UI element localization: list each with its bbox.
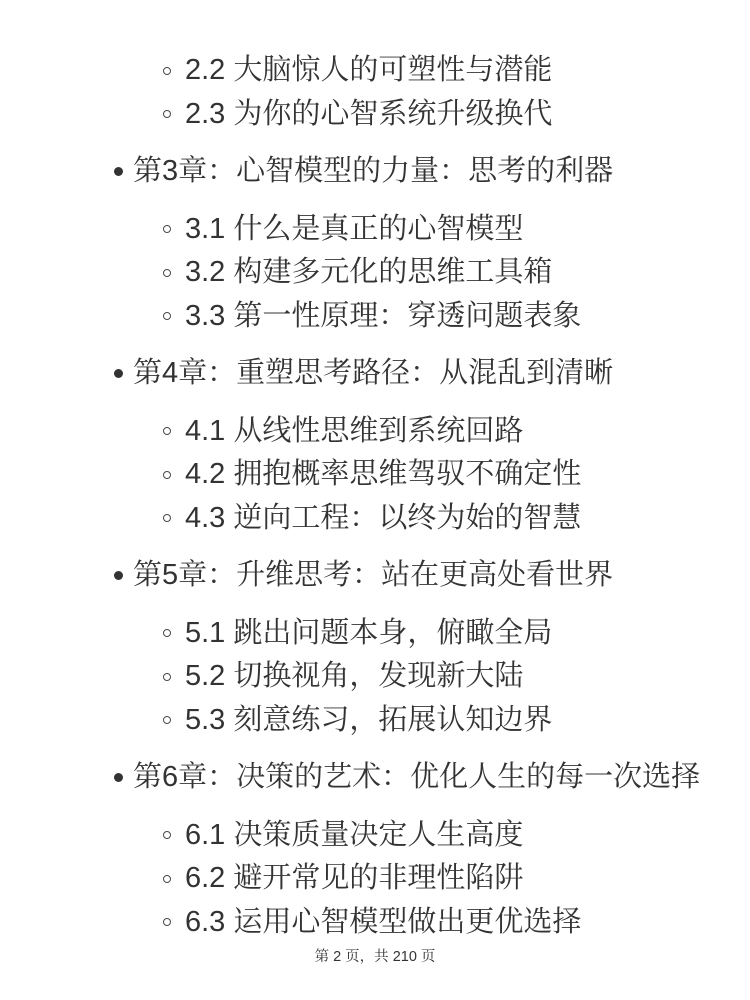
hollow-bullet-icon <box>163 857 185 901</box>
toc-section-label: 3.3 第一性原理：穿透问题表象 <box>185 299 582 332</box>
filled-bullet-icon <box>114 352 133 396</box>
toc-section-item <box>163 901 750 945</box>
toc-chapter-label: 第3章：心智模型的力量：思考的利器 <box>133 155 614 187</box>
toc-section-label: 4.3 逆向工程：以终为始的智慧 <box>185 501 582 534</box>
toc-section-item <box>163 612 750 656</box>
toc-section-item <box>163 814 750 858</box>
toc-section-item <box>163 410 750 454</box>
toc-section-label: 5.1 跳出问题本身，俯瞰全局 <box>185 616 553 649</box>
toc-chapter-item <box>114 150 750 194</box>
toc-section-label: 4.2 拥抱概率思维驾驭不确定性 <box>185 458 582 490</box>
toc-chapter-label: 第4章：重塑思考路径：从混乱到清晰 <box>133 357 614 389</box>
hollow-bullet-icon <box>163 410 185 454</box>
toc-section-label: 5.3 刻意练习，拓展认知边界 <box>185 703 553 736</box>
toc-chapter-label: 第5章：升维思考：站在更高处看世界 <box>133 559 614 591</box>
toc-section-item <box>163 49 750 93</box>
hollow-bullet-icon <box>163 251 185 295</box>
toc-section-item <box>163 251 750 295</box>
hollow-bullet-icon <box>163 208 185 252</box>
hollow-bullet-icon <box>163 612 185 656</box>
hollow-bullet-icon <box>163 49 185 93</box>
hollow-bullet-icon <box>163 655 185 699</box>
hollow-bullet-icon <box>163 453 185 497</box>
toc-chapter-item <box>114 352 750 396</box>
toc-section-item <box>163 699 750 743</box>
toc-section-label: 6.1 决策质量决定人生高度 <box>185 818 524 851</box>
toc-section-item <box>163 857 750 901</box>
toc-section-item <box>163 453 750 497</box>
toc-section-item <box>163 497 750 541</box>
filled-bullet-icon <box>114 554 133 598</box>
toc-section-item <box>163 208 750 252</box>
toc-section-label: 2.3 为你的心智系统升级换代 <box>185 97 553 130</box>
toc-section-item <box>163 295 750 339</box>
toc-section-label: 4.1 从线性思维到系统回路 <box>185 414 524 447</box>
toc-section-label: 3.2 构建多元化的思维工具箱 <box>185 256 553 288</box>
toc-section-label: 6.3 运用心智模型做出更优选择 <box>185 905 582 938</box>
toc-chapter-item <box>114 554 750 598</box>
page-number-indicator: 第 2 页，共 210 页 <box>314 949 436 965</box>
hollow-bullet-icon <box>163 497 185 541</box>
page-footer <box>0 946 750 968</box>
hollow-bullet-icon <box>163 901 185 945</box>
hollow-bullet-icon <box>163 699 185 743</box>
toc-section-label: 2.2 大脑惊人的可塑性与潜能 <box>185 54 553 86</box>
filled-bullet-icon <box>114 150 133 194</box>
toc-section-label: 5.2 切换视角，发现新大陆 <box>185 660 524 692</box>
hollow-bullet-icon <box>163 814 185 858</box>
hollow-bullet-icon <box>163 295 185 339</box>
toc-chapter-label: 第6章：决策的艺术：优化人生的每一次选择 <box>133 761 701 793</box>
toc-section-label: 3.1 什么是真正的心智模型 <box>185 212 524 245</box>
filled-bullet-icon <box>114 756 133 800</box>
toc-chapter-item <box>114 756 750 800</box>
toc-section-item <box>163 93 750 137</box>
hollow-bullet-icon <box>163 93 185 137</box>
toc-section-item <box>163 655 750 699</box>
toc-section-label: 6.2 避开常见的非理性陷阱 <box>185 862 524 894</box>
